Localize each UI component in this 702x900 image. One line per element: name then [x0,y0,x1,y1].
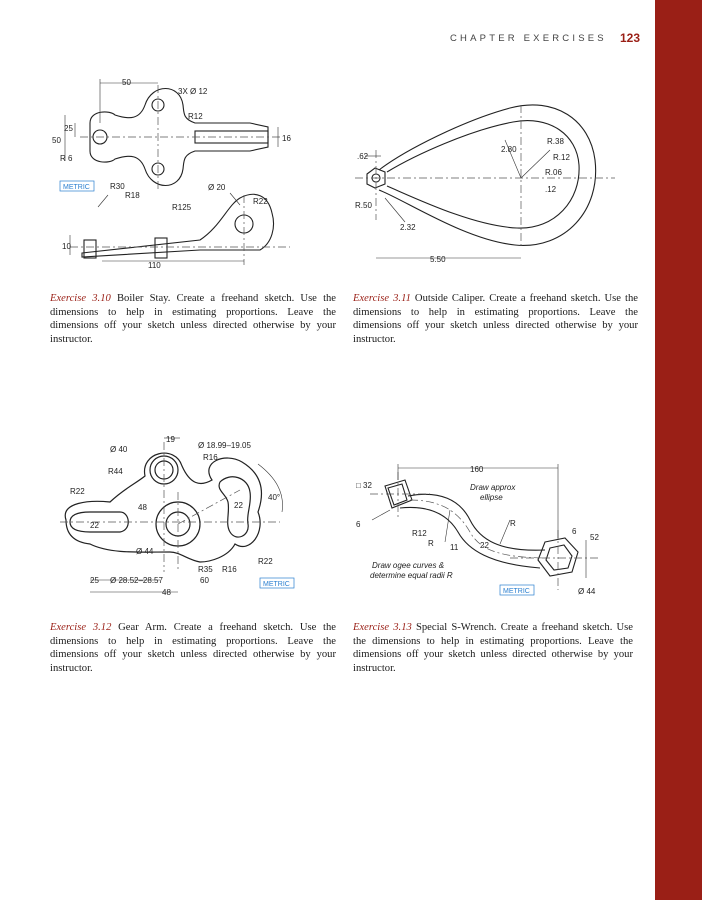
dim-gear-angle: 40° [268,493,281,502]
exercise-3-13-text: Special S-Wrench. Create a freehand sketch. Use the dimensions to help in estimating proportions. Leave the dimensions off your sketch unless directed otherwise by your instructor. [353,622,633,674]
chapter-title: CHAPTER EXERCISES [450,33,607,44]
dim-wrench-6b: 6 [572,527,577,536]
dim-boiler-25: 25 [64,124,73,133]
page-header [440,33,650,47]
dim-boiler-16: 16 [282,134,291,143]
dim-gear-r16b: R16 [222,565,237,574]
exercise-3-10-caption [50,292,336,346]
dim-gear-d44: Ø 44 [136,547,154,556]
dim-gear-d40: Ø 40 [110,445,128,454]
dim-boiler-10: 10 [62,242,71,251]
dim-wrench-r-b: R [510,519,516,528]
gear-metric-label: METRIC [263,581,290,588]
dim-boiler-r12: R12 [188,112,203,121]
exercise-3-12-caption [50,621,336,675]
dim-gear-48a: 48 [138,503,147,512]
dim-wrench-r-a: R [428,539,434,548]
dim-caliper-280: 2.80 [501,145,517,154]
dim-boiler-r6: R 6 [60,154,73,163]
dim-gear-r22b: R22 [258,557,273,566]
dim-gear-r35: R35 [198,565,213,574]
dim-boiler-110: 110 [148,261,161,270]
dim-gear-r16: R16 [203,453,218,462]
dim-wrench-160: 160 [470,465,484,474]
dim-gear-60: 60 [200,576,209,585]
dim-caliper-r06: R.06 [545,168,562,177]
exercise-3-12-text: Gear Arm. Create a freehand sketch. Use the dimensions to help in estimating proportions. Leave the dimensions off your sketch unless directed otherwise by your instructor. [50,622,336,674]
dim-wrench-11: 11 [450,543,459,552]
dim-gear-25: 25 [90,576,99,585]
dim-gear-r22: R22 [70,487,85,496]
dim-wrench-52: 52 [590,533,599,542]
dim-caliper-62: .62 [357,152,369,161]
dim-wrench-r12: R12 [412,529,427,538]
dim-wrench-d44: Ø 44 [578,587,596,596]
dim-caliper-r12: R.12 [553,153,570,162]
dim-caliper-550: 5.50 [430,255,446,264]
gear-arm-drawing [50,432,345,602]
exercise-3-11-text: Outside Caliper. Create a freehand sketch. Use the dimensions to help in estimating proportions. Leave the dimensions off your sketch unless directed otherwise by your instructor. [353,293,638,345]
dim-gear-r44: R44 [108,467,123,476]
exercise-3-10-text: Boiler Stay. Create a freehand sketch. Use the dimensions to help in estimating proportions. Leave the dimensions off your sketch unless directed otherwise by your instructor. [50,293,337,345]
dim-boiler-r22: R22 [253,197,268,206]
dim-boiler-holes: 3X Ø 12 [178,87,208,96]
dim-caliper-r38: R.38 [547,137,564,146]
dim-boiler-d20: Ø 20 [208,183,226,192]
exercise-3-13-number: Exercise 3.13 [353,622,412,633]
dim-gear-2852: Ø 28.52–28.57 [110,576,163,585]
chapter-color-tab [655,0,702,900]
exercise-3-12-number: Exercise 3.12 [50,622,112,633]
dim-gear-22b: 22 [90,521,99,530]
dim-wrench-sq32: □ 32 [356,481,372,490]
outside-caliper-drawing [345,80,645,270]
dim-wrench-22: 22 [480,541,489,550]
exercise-3-13-caption [353,621,633,675]
exercise-3-11-caption [353,292,638,346]
s-wrench-drawing [350,460,645,605]
dim-caliper-r50: R.50 [355,201,372,210]
wrench-note-ogee-1: Draw ogee curves & [372,561,445,570]
dim-boiler-r30: R30 [110,182,125,191]
boiler-stay-drawing [50,75,340,275]
wrench-note-ogee-2: determine equal radii R [370,571,453,580]
dim-boiler-r125: R125 [172,203,192,212]
exercise-3-11-number: Exercise 3.11 [353,293,411,304]
wrench-note-ellipse-2: ellipse [480,493,503,502]
boiler-metric-label: METRIC [63,184,90,191]
wrench-metric-label: METRIC [503,588,530,595]
dim-gear-19: 19 [166,435,175,444]
dim-gear-1899: Ø 18.99–19.05 [198,441,251,450]
exercise-3-10-number: Exercise 3.10 [50,293,111,304]
dim-gear-48: 48 [162,588,171,597]
dim-wrench-6a: 6 [356,520,361,529]
dim-boiler-50: 50 [52,136,61,145]
dim-boiler-50-top: 50 [122,78,131,87]
dim-caliper-232: 2.32 [400,223,416,232]
page-number: 123 [620,31,641,45]
dim-boiler-r18: R18 [125,191,140,200]
dim-gear-22: 22 [234,501,243,510]
wrench-note-ellipse-1: Draw approx [470,483,516,492]
dim-caliper-12: .12 [545,185,557,194]
